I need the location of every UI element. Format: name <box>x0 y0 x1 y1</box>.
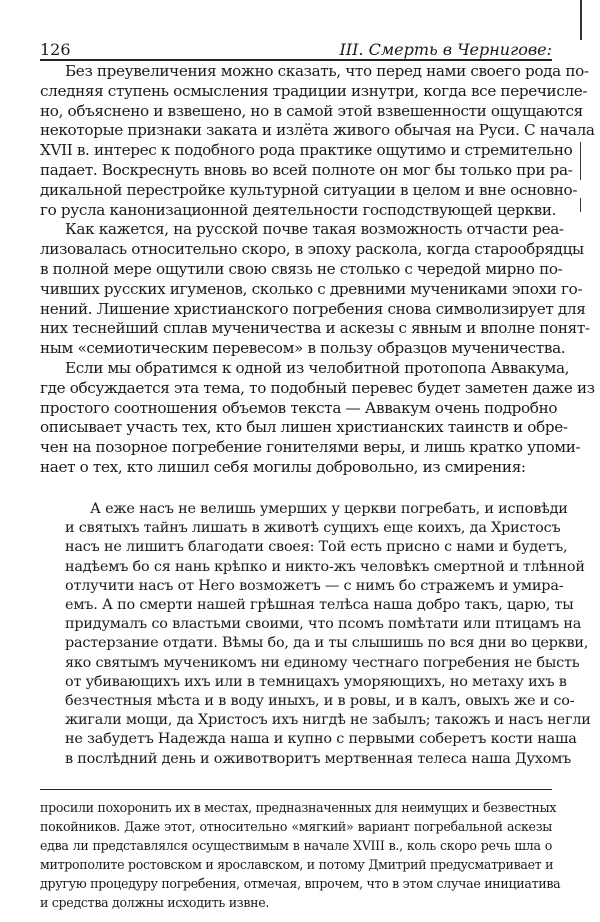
quote-line: жигали мощи, да Христосъ ихъ нигдѣ не забылъ; такожъ и насъ негли <box>65 712 591 729</box>
scan-edge-mark <box>580 0 582 40</box>
header-rule <box>40 59 552 61</box>
quote-line: надѣемъ бо ся нань крѣпко и никто-жъ человѣкъ смертной и тлѣнной <box>65 558 585 575</box>
quote-line: емъ. А по смерти нашей грѣшная телѣса наша добро такъ, царю, ты <box>65 597 574 613</box>
paragraph-line: чивших русских игуменов, сколько с древними мучениками эпохи го- <box>40 279 583 298</box>
quote-line: безчестныя мѣста и в воду иныхъ, и в ровы, и в калъ, овыхъ же и со- <box>65 693 575 709</box>
paragraph-line: XVII в. интерес к подобного рода практике ощутимо и стремительно <box>40 141 573 160</box>
paragraph-line: некоторые признаки заката и излёта живого обычая на Руси. С начала <box>40 121 595 140</box>
page-number: 126 <box>40 40 71 59</box>
quote-line: в послѣдний день и оживотворитъ мертвенная телеса наша Духомъ <box>65 750 572 767</box>
footnote-line: едва ли представлялся осуществимым в начале XVIII в., коль скоро речь шла о <box>40 838 552 853</box>
quote-line: и святыхъ тайнъ лишать в животѣ сущихъ еще коихъ, да Христосъ <box>65 520 561 537</box>
footnote-line: просили похоронить их в местах, предназначенных для неимущих и безвестных <box>40 800 557 815</box>
quote-line: придумалъ со властьми своими, что псомъ помѣтати или птицамъ на <box>65 616 582 633</box>
paragraph-line: где обсуждается эта тема, то подобный перевес будет заметен даже из <box>40 378 595 397</box>
paragraph-line: лизовалась относительно скоро, в эпоху раскола, когда старообрядцы <box>40 240 584 259</box>
paragraph-line: следняя ступень осмысления традиции изнутри, когда все перечисле- <box>40 81 588 100</box>
paragraph-line: дикальной перестройке культурной ситуации в целом и вне основно- <box>40 180 578 199</box>
paragraph-line: нает о тех, кто лишил себя могилы добровольно, из смирения: <box>40 458 526 476</box>
paragraph-line: Без преувеличения можно сказать, что перед нами своего рода по- <box>65 62 589 80</box>
paragraph-line: Если мы обратимся к одной из челобитной протопопа Аввакума, <box>65 359 570 377</box>
footnote-line: другую процедуру погребения, отмечая, впрочем, что в этом случае инициатива <box>40 876 561 891</box>
paragraph-line: Как кажется, на русской почве такая возможность отчасти реа- <box>65 220 564 239</box>
footnote-line: митрополите ростовском и ярославском, и потому Дмитрий предусматривает и <box>40 857 554 872</box>
paragraph-line: описывает участь тех, кто был лишен христианских таинств и обре- <box>40 418 568 437</box>
quote-line: отлучити насъ от Него возможетъ — с нимъ бо стражемъ и умира- <box>65 577 564 594</box>
footnote-line: и средства должны исходить извне. <box>40 895 270 910</box>
quote-line: растерзание отдати. Вѣмы бо, да и ты слышишь по вся дни во церкви, <box>65 635 589 652</box>
paragraph-line: го русла канонизационной деятельности господствующей церкви. <box>40 200 557 219</box>
paragraph-line: чен на позорное погребение гонителями веры, и лишь кратко упоми- <box>40 438 581 457</box>
footnote-rule <box>40 789 552 790</box>
quote-line: А еже насъ не велишь умерших у церкви погребать, и исповѣди <box>90 501 568 517</box>
paragraph-line: но, объяснено и взвешено, но в самой этой взвешенности ощущаются <box>40 101 583 120</box>
quote-line: яко святымъ мученикомъ ни единому честнаго погребения не бысть <box>65 654 580 671</box>
footnote-line: покойников. Даже этот, относительно «мягкий» вариант погребальной аскезы <box>40 819 552 834</box>
scan-edge-mark <box>580 142 581 180</box>
quote-line: от убивающихъ ихъ или в темницахъ уморяющихъ, но метаху ихъ в <box>65 673 567 690</box>
paragraph-line: них теснейший сплав мученичества и аскезы с явным и вполне понят- <box>40 319 590 338</box>
scan-edge-mark <box>580 198 581 212</box>
paragraph-line: простого соотношения объемов текста — Аввакум очень подробно <box>40 398 558 417</box>
paragraph-line: падает. Воскреснуть вновь во всей полноте он мог бы только при ра- <box>40 161 573 179</box>
page-header <box>40 40 552 59</box>
quote-line: не забудетъ Надежда наша и купно с первыми соберетъ кости наша <box>65 731 577 748</box>
paragraph-line: нений. Лишение христианского погребения снова символизирует для <box>40 299 586 318</box>
paragraph-line: ным «семиотическим перевесом» в пользу образцов мученичества. <box>40 339 566 358</box>
paragraph-line: в полной мере ощутили свою связь не столько с чередой мирно по- <box>40 260 563 278</box>
running-title: III. Смерть в Чернигове: <box>339 40 552 59</box>
quote-line: насъ не лишитъ благодати своея: Той есть присно с нами и будетъ, <box>65 539 568 556</box>
